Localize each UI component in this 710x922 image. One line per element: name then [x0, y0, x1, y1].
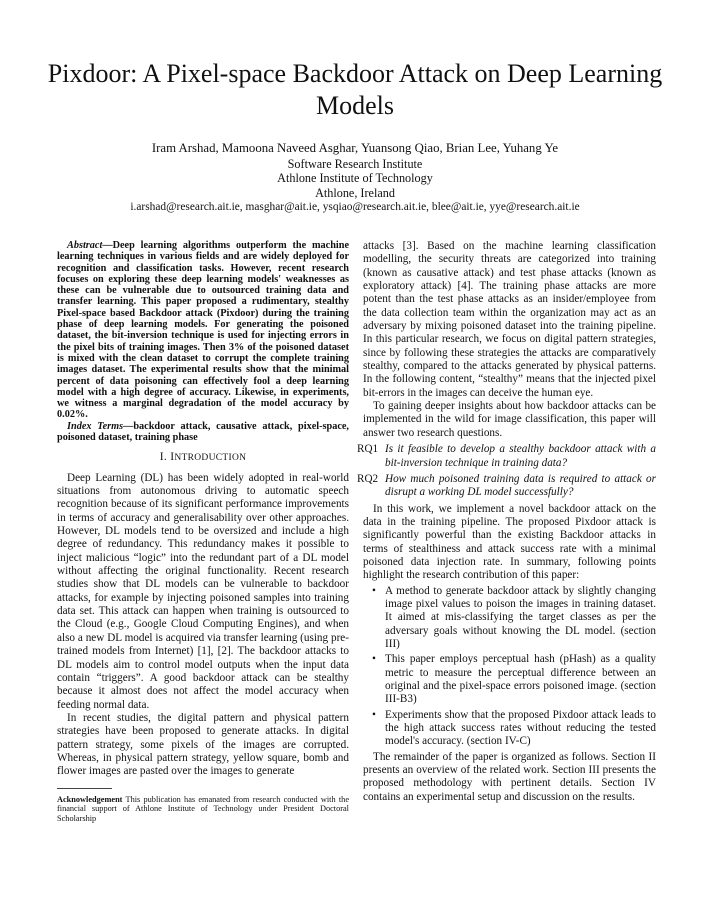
right-column [357, 240, 656, 804]
section-rest: NTRODUCTION [174, 453, 247, 464]
list-item-text: A method to generate backdoor attack by slightly changing image pixel values to poison the images in training dataset. It aimed at mis-classifying the target classes as per the adversary goals without knowing the DL model. (section III) [385, 584, 656, 650]
research-question-1 [357, 443, 656, 470]
intro-paragraph-2: In recent studies, the digital pattern and physical pattern strategies have been proposed to generate attacks. In digital pattern strategy, some pixels of the images are corrupted. Whereas, in physical pattern strategy, yellow square, bomb and flower images are pasted over the images to generate [57, 711, 349, 778]
right-paragraph-1: attacks [3]. Based on the machine learning classification modelling, the security threats are categorized into training (known as causative attack) and test phase attacks (known as exploratory attack) [4]. The training phase attacks are more potent than the test phase attacks as an insider/employee from the data collection team within the organization may act as an adversary by mixing poisoned dataset into the training pipeline. In this particular research, we focus on digital pattern strategies, since by following these strategies the attacks are comparatively stealthy, compared to the attacks generated by physical patterns. In the following content, “stealthy” means that the injected pixel bit-errors in the images can deceive the human eye. [363, 240, 656, 399]
bullet-icon: • [372, 584, 376, 597]
right-paragraph-4: The remainder of the paper is organized as follows. Section II presents an overview of the related work. Section III presents the proposed methodology with pertinent details. Section IV contains an experimental setup and discussion on the results. [363, 750, 656, 803]
section-heading-introduction [57, 451, 349, 465]
research-question-2 [357, 473, 656, 500]
bullet-icon: • [372, 708, 376, 721]
section-numeral: I. [159, 451, 171, 464]
index-terms-text: —backdoor attack, causative attack, pixel-space, poisoned dataset, training phase [57, 420, 349, 444]
abstract [57, 240, 349, 421]
right-paragraph-3: In this work, we implement a novel backdoor attack on the data in the training pipeline. The proposed Pixdoor attack is significantly powerful than the existing Backdoor attacks in terms of stealthiness and attack success rate with a minimal poisoned data injection rate. In summary, following points highlight the research contribution of this paper: [363, 502, 656, 582]
author-emails: i.arshad@research.ait.ie, masghar@ait.ie, ysqiao@research.ait.ie, blee@ait.ie, yye@research.ait.ie [130, 201, 580, 213]
acknowledgement-footnote [57, 795, 349, 824]
affiliation-line-2: Athlone Institute of Technology [277, 171, 433, 185]
author-names: Iram Arshad, Mamoona Naveed Asghar, Yuansong Qiao, Brian Lee, Yuhang Ye [151, 141, 559, 155]
rq-text: Is it feasible to develop a stealthy backdoor attack with a bit-inversion technique in training data? [385, 443, 656, 469]
list-item [363, 585, 656, 652]
abstract-text: —Deep learning algorithms outperform the machine learning techniques in various fields and are widely deployed for recognition and classification tasks. However, recent research focuses on exploring these deep learning models' weaknesses as these can be vulnerable due to outsourced training data and transfer learning. This paper proposed a rudimentary, stealthy Pixel-space based Backdoor attack (Pixdoor) during the training phase of deep learning models. For generating the poisoned dataset, the bit-inversion technique is used for injecting errors in the pixel bits of training images. Then 3% of the poisoned dataset is mixed with the clean dataset to corrupt the complete training images dataset. The experimental results show that the minimal percent of data poisoning can effectively fool a deep learning model with a high degree of accuracy. Likewise, in experiments, we witness a marginal degradation of the model accuracy by 0.02%. [57, 240, 349, 421]
list-item-text: Experiments show that the proposed Pixdoor attack leads to the high attack success rates without reducing the tested model's accuracy. (section IV-C) [385, 708, 656, 748]
author-block [40, 141, 670, 215]
bullet-icon: • [372, 653, 376, 666]
abstract-lead: Abstract [67, 240, 103, 251]
list-item-text: This paper employs perceptual hash (pHash) as a quality metric to measure the perceptual difference between an original and the pixel-space errors poisoned image. (section III-B3) [385, 653, 656, 706]
rq-label: RQ2 [357, 472, 379, 485]
paper-title: Pixdoor: A Pixel-space Backdoor Attack on Deep Learning Models [47, 59, 663, 120]
list-item [363, 709, 656, 749]
affiliation-line-1: Software Research Institute [287, 156, 423, 171]
list-item [363, 653, 656, 706]
footnote-divider [57, 788, 112, 789]
rq-text: How much poisoned training data is required to attack or disrupt a working DL model successfully? [385, 472, 656, 499]
rq-label: RQ1 [357, 443, 379, 456]
intro-paragraph-1: Deep Learning (DL) has been widely adopted in real-world situations from autonomous driving to automatic speech recognition because of its significant performance improvements in terms of accuracy and generalisability over other approaches. However, DL models tend to be oversized and include a high degree of redundancy. This redundancy makes it possible to inject malicious “logic” into the redundant part of a DL model without affecting the original functionality. Recent research studies show that DL models can be vulnerable to backdoor attacks, for example by injecting poisoned samples into training data set. This attack can happen when training is outsourced to the Cloud (e.g., Google Cloud Computing Engines), and when also a new DL model is acquired via transfer learning (using pre-trained models from Internet) [1], [2]. The backdoor attacks to DL models aim to control model outputs when the input data contain “triggers”. A good backdoor attack can be stealthy because it almost does not affect the model accuracy when feeding normal data. [57, 471, 349, 711]
left-column [57, 240, 349, 823]
index-terms-lead: Index Terms [67, 420, 124, 432]
index-terms [57, 421, 349, 444]
affiliation-line-3: Athlone, Ireland [315, 185, 395, 200]
right-paragraph-2: To gaining deeper insights about how backdoor attacks can be implemented in the wild for image classification, this paper will answer two research questions. [363, 400, 656, 439]
footnote-text: This publication has emanated from research conducted with the financial support of Athlone Institute of Technology under President Doctoral Scholarship [57, 794, 349, 823]
footnote-lead: Acknowledgement [57, 794, 123, 804]
section-initial: I [170, 451, 175, 464]
contribution-list [363, 585, 656, 749]
